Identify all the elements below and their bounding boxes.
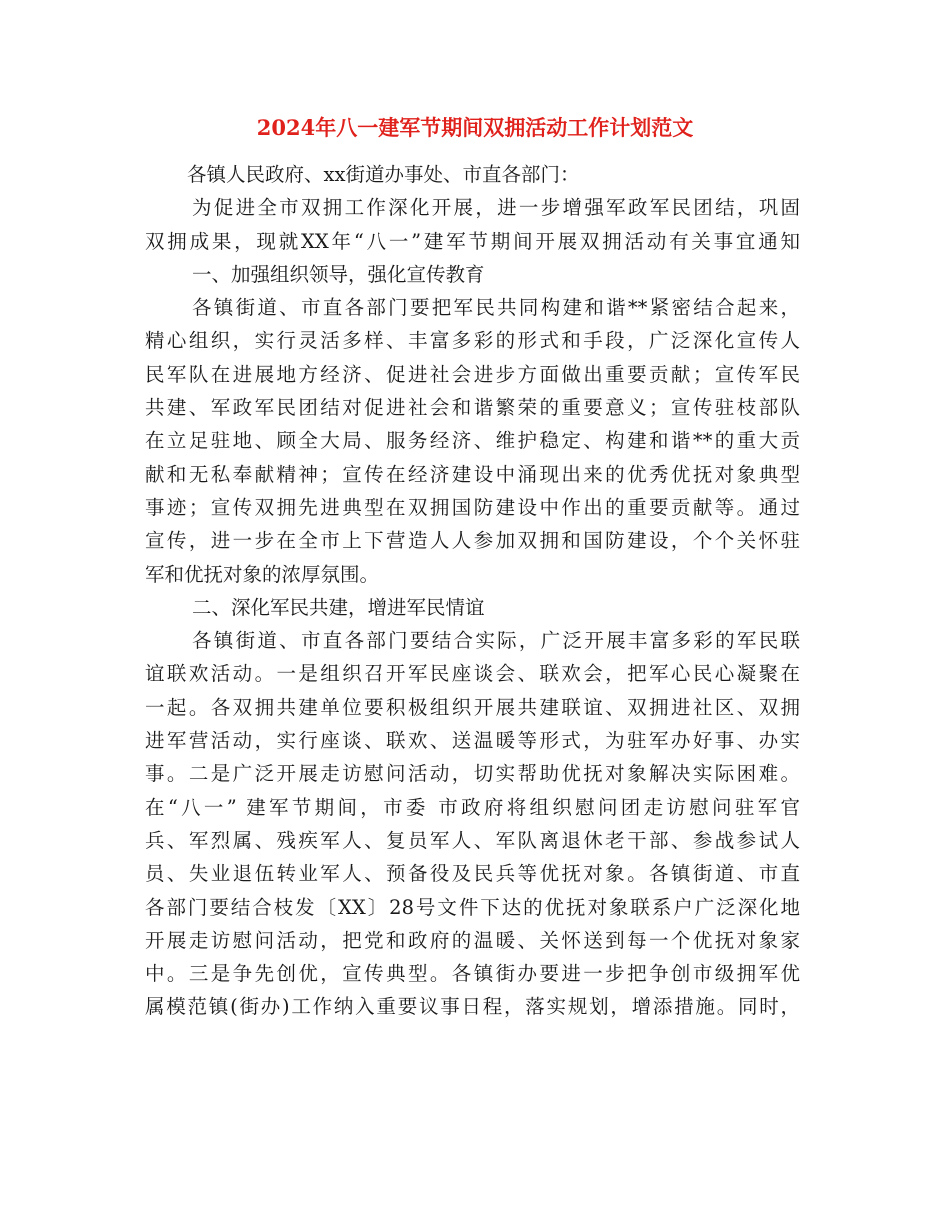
salutation-line: 各镇人民政府、xx街道办事处、市直各部门： [187,163,580,186]
paragraph-line: 民军队在进展地方经济、促进社会进步方面做出重要贡献；宣传军民 [145,362,800,386]
paragraph-line: 员、失业退伍转业军人、预备役及民兵等优抚对象。各镇街道、市直 [145,862,800,886]
paragraph-line: 一起。各双拥共建单位要积极组织开展共建联谊、双拥进社区、双拥 [145,695,800,719]
paragraph-line: 事。二是广泛开展走访慰问活动，切实帮助优抚对象解决实际困难。 [145,762,800,786]
paragraph-line: 在“八一” 建军节期间，市委 市政府将组织慰问团走访慰问驻军官 [145,795,800,819]
paragraph-line: 开展走访慰问活动，把党和政府的温暖、关怀送到每一个优抚对象家 [145,928,800,952]
paragraph-line: 双拥成果，现就XX年“八一”建军节期间开展双拥活动有关事宜通知 [145,229,800,253]
paragraph-line: 属模范镇(街办)工作纳入重要议事日程，落实规划，增添措施。同时， [145,995,800,1019]
section-heading-1: 一、加强组织领导，强化宣传教育 [192,262,485,286]
paragraph-line: 军和优抚对象的浓厚氛围。 [145,562,380,586]
paragraph-line: 各部门要结合枝发〔XX〕28号文件下达的优抚对象联系户广泛深化地 [145,895,800,919]
paragraph-line: 各镇街道、市直各部门要把军民共同构建和谐**紧密结合起来， [192,296,800,320]
document-title: 2024年八一建军节期间双拥活动工作计划范文 [256,115,694,140]
document-body [145,158,800,1024]
paragraph-line: 精心组织，实行灵活多样、丰富多彩的形式和手段，广泛深化宣传人 [145,329,800,353]
paragraph-line: 兵、军烈属、残疾军人、复员军人、军队离退休老干部、参战参试人 [145,828,800,852]
paragraph-line: 宣传，进一步在全市上下营造人人参加双拥和国防建设，个个关怀驻 [145,529,800,553]
paragraph-line: 各镇街道、市直各部门要结合实际，广泛开展丰富多彩的军民联 [192,629,800,653]
paragraph-line: 中。三是争先创优，宣传典型。各镇街办要进一步把争创市级拥军优 [145,962,800,986]
paragraph-line: 进军营活动，实行座谈、联欢、送温暖等形式，为驻军办好事、办实 [145,729,800,753]
paragraph-line: 事迹；宣传双拥先进典型在双拥国防建设中作出的重要贡献等。通过 [145,495,800,519]
paragraph-line: 为促进全市双拥工作深化开展，进一步增强军政军民团结，巩固 [192,196,800,220]
paragraph-line: 谊联欢活动。一是组织召开军民座谈会、联欢会，把军心民心凝聚在 [145,662,800,686]
section-heading-2: 二、深化军民共建，增进军民情谊 [192,595,485,619]
paragraph-line: 在立足驻地、顾全大局、服务经济、维护稳定、构建和谐**的重大贡 [145,429,800,453]
paragraph-line: 共建、军政军民团结对促进社会和谐繁荣的重要意义；宣传驻枝部队 [145,396,800,420]
paragraph-line: 献和无私奉献精神；宣传在经济建设中涌现出来的优秀优抚对象典型 [145,462,800,486]
